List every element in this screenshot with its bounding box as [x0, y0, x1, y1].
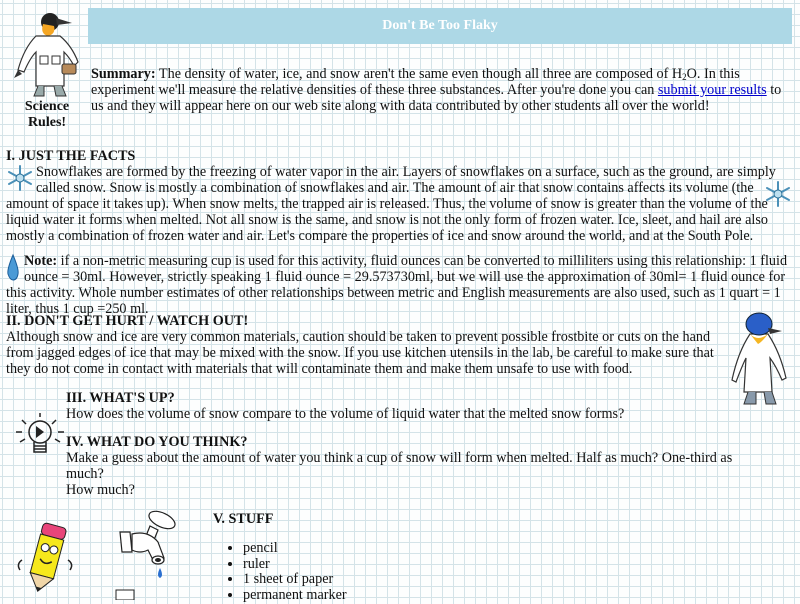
summary-label: Summary:	[91, 66, 156, 82]
note-label: Note:	[24, 253, 58, 269]
section-whats-up	[66, 390, 766, 422]
summary-paragraph	[91, 66, 791, 114]
facts-body: Snowflakes are formed by the freezing of water vapor in the air. Layers of snowflakes on a surface, such as the ground, are simply called snow. Snow is mostly a combination of snowflakes and air. The amount of air that snow contains affects its volume (the amount of space it takes up). When snow melts, the trapped air is released. Thus, the volume of snow is greater than the volume of the liquid water it forms when melted. Not all snow is the same, and snow is not the only form of frozen water. Ice, sleet, and hail are also mostly a combination of frozen water and air. Let's compare the properties of ice and snow around the world, and at the South Pole.	[6, 164, 776, 244]
formula-subscript: 2	[682, 72, 687, 82]
section-stuff	[213, 511, 513, 603]
summary-text-3: to us and they will appear here on our web site along with data contributed by other students all over the world!	[91, 82, 782, 114]
think-body-line2: How much?	[66, 482, 135, 498]
page-title: Don't Be Too Flaky	[382, 18, 498, 33]
submit-results-link[interactable]: submit your results	[657, 82, 767, 98]
section-heading-think: IV. WHAT DO YOU THINK?	[66, 434, 248, 450]
pencil-character-icon	[14, 520, 76, 600]
snowflake-icon	[6, 164, 34, 192]
list-item: • permanent marker	[243, 588, 513, 604]
note-body: if a non-metric measuring cup is used for this activity, fluid ounces can be converted to milliliters using this relationship: 1 fluid ounce = 30ml. However, strictly speaking 1 fluid ounce = 29.573730ml, but we will use the approximation of 30ml= 1 fluid ounce for this activity. Whole number estimates of other relationships between metric and English measurements are also used, such as 1 quart = 1 liter, thus 1 cup =250 ml.	[6, 253, 788, 317]
section-heading-whats-up: III. WHAT'S UP?	[66, 390, 175, 406]
whats-up-body: How does the volume of snow compare to the volume of liquid water that the melted snow forms?	[66, 406, 625, 422]
mascot-caption	[14, 99, 80, 131]
mascot-caption-line2: Rules!	[27, 115, 67, 130]
list-item: • ruler	[243, 557, 513, 573]
penguin-scientist-icon	[10, 8, 80, 100]
faucet-icon	[112, 500, 182, 600]
section-heading-stuff: V. STUFF	[213, 511, 274, 527]
mascot-caption-line1: Science	[24, 99, 70, 114]
section-just-the-facts	[6, 148, 790, 244]
snowflake-icon	[764, 180, 792, 208]
list-item: • pencil	[243, 541, 513, 557]
think-body-line1: Make a guess about the amount of water you think a cup of snow will form when melted. Half as much? One-third as much?	[66, 450, 733, 482]
summary-text-2: O. In this experiment we'll measure the relative densities of these three substances. After you're done you can	[91, 66, 740, 98]
section-heading-safety: II. DON'T GET HURT / WATCH OUT!	[6, 313, 249, 329]
list-item: • 1 sheet of paper	[243, 572, 513, 588]
section-what-do-you-think	[66, 434, 766, 498]
safety-body: Although snow and ice are very common materials, caution should be taken to prevent possible frostbite or cuts on the hand from jagged edges of ice that may be mixed with the snow. If you use kitchen utensils in the lab, be careful to make sure that they do not come in contact with materials that will contaminate them and make them unsafe to use with food.	[6, 329, 714, 377]
note-paragraph	[6, 253, 790, 317]
section-safety	[6, 313, 726, 377]
summary-text-1: The density of water, ice, and snow aren't the same even though all three are composed of H	[155, 66, 683, 82]
water-drop-icon	[6, 253, 20, 281]
section-heading-facts: I. JUST THE FACTS	[6, 148, 136, 164]
page-title-bar	[88, 8, 792, 44]
materials-list	[213, 541, 513, 603]
lightbulb-icon	[12, 410, 64, 466]
